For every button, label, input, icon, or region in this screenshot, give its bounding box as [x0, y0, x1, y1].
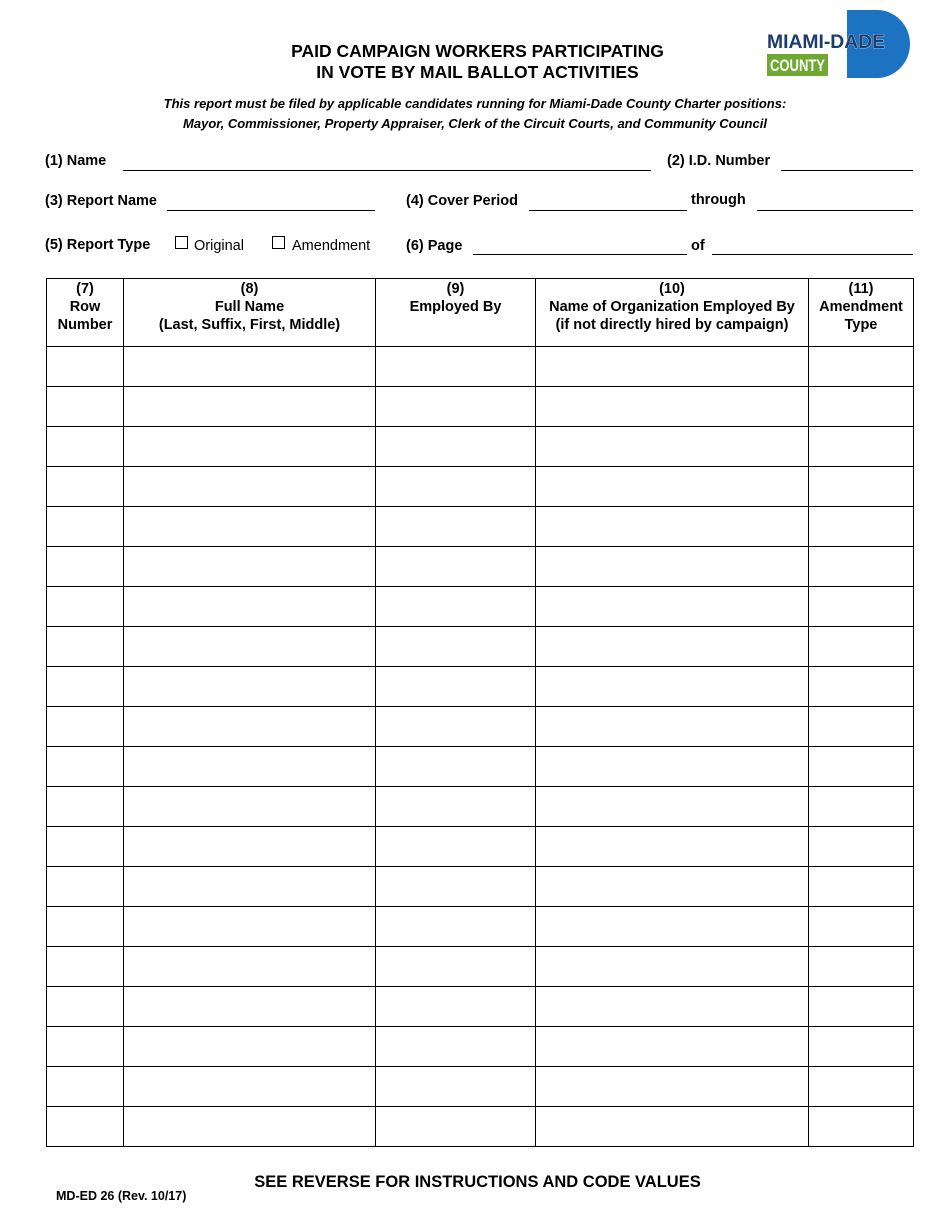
row-number-cell[interactable] — [47, 1067, 124, 1107]
through-label: through — [691, 192, 746, 208]
table-body — [47, 347, 914, 1147]
organization-cell[interactable] — [536, 907, 809, 947]
table-row — [47, 907, 914, 947]
id-number-label: (2) I.D. Number — [667, 153, 771, 169]
full-name-cell[interactable] — [124, 467, 376, 507]
table-row — [47, 627, 914, 667]
col-header-line1: Full Name — [214, 299, 285, 315]
row-number-cell[interactable] — [47, 987, 124, 1027]
row-number-cell[interactable] — [47, 827, 124, 867]
full-name-cell[interactable] — [124, 387, 376, 427]
amendment-type-cell[interactable] — [809, 787, 914, 827]
cover-period-to-field[interactable] — [757, 210, 913, 211]
report-name-field[interactable] — [167, 210, 375, 211]
amendment-type-cell[interactable] — [809, 587, 914, 627]
organization-cell[interactable] — [536, 827, 809, 867]
col-header-num: (8) — [240, 281, 259, 297]
employed-by-cell[interactable] — [376, 547, 536, 587]
logo-line2: COUNTY — [770, 57, 825, 75]
amendment-type-cell[interactable] — [809, 947, 914, 987]
organization-cell[interactable] — [536, 627, 809, 667]
report-name-label: (3) Report Name — [45, 193, 157, 209]
table-row — [47, 987, 914, 1027]
col-header-line2: (if not directly hired by campaign) — [555, 317, 789, 333]
amendment-type-cell[interactable] — [809, 427, 914, 467]
col-header-num: (10) — [659, 281, 685, 297]
of-label: of — [691, 238, 705, 254]
table-row — [47, 387, 914, 427]
row-number-cell[interactable] — [47, 347, 124, 387]
full-name-cell[interactable] — [124, 347, 376, 387]
employed-by-cell[interactable] — [376, 867, 536, 907]
employed-by-cell[interactable] — [376, 987, 536, 1027]
amendment-type-cell[interactable] — [809, 387, 914, 427]
col-header-line2: (Last, Suffix, First, Middle) — [158, 317, 341, 333]
full-name-cell[interactable] — [124, 787, 376, 827]
row-number-cell[interactable] — [47, 667, 124, 707]
table-row — [47, 347, 914, 387]
table-row — [47, 507, 914, 547]
amendment-type-cell[interactable] — [809, 467, 914, 507]
col-header-full-name — [124, 279, 376, 347]
col-header-line1: Employed By — [409, 299, 502, 315]
row-number-cell[interactable] — [47, 467, 124, 507]
organization-cell[interactable] — [536, 987, 809, 1027]
amendment-type-cell[interactable] — [809, 1107, 914, 1147]
original-checkbox[interactable] — [175, 236, 188, 249]
amendment-checkbox[interactable] — [272, 236, 285, 249]
employed-by-cell[interactable] — [376, 507, 536, 547]
employed-by-cell[interactable] — [376, 587, 536, 627]
table-row — [47, 707, 914, 747]
full-name-cell[interactable] — [124, 547, 376, 587]
miami-dade-county-logo — [765, 10, 910, 78]
organization-cell[interactable] — [536, 547, 809, 587]
amendment-type-cell[interactable] — [809, 507, 914, 547]
form-subtitle — [60, 94, 890, 134]
organization-cell[interactable] — [536, 787, 809, 827]
full-name-cell[interactable] — [124, 907, 376, 947]
employed-by-cell[interactable] — [376, 1027, 536, 1067]
amendment-type-cell[interactable] — [809, 747, 914, 787]
employed-by-cell[interactable] — [376, 907, 536, 947]
col-header-num: (7) — [76, 281, 94, 297]
full-name-cell[interactable] — [124, 867, 376, 907]
employed-by-cell[interactable] — [376, 787, 536, 827]
table-header-row — [47, 279, 914, 347]
name-field[interactable] — [123, 170, 651, 171]
organization-cell[interactable] — [536, 947, 809, 987]
row-number-cell[interactable] — [47, 507, 124, 547]
full-name-cell[interactable] — [124, 1027, 376, 1067]
row-number-cell[interactable] — [47, 547, 124, 587]
page-total-field[interactable] — [712, 254, 913, 255]
amendment-type-cell[interactable] — [809, 347, 914, 387]
full-name-cell[interactable] — [124, 827, 376, 867]
form-title-line1: PAID CAMPAIGN WORKERS PARTICIPATING — [291, 41, 664, 61]
col-header-line1: Name of Organization Employed By — [549, 299, 795, 315]
col-header-line1: Amendment — [819, 299, 903, 315]
report-type-label: (5) Report Type — [45, 237, 151, 253]
table-row — [47, 787, 914, 827]
id-number-field[interactable] — [781, 170, 913, 171]
full-name-cell[interactable] — [124, 507, 376, 547]
workers-table — [46, 278, 914, 1147]
employed-by-cell[interactable] — [376, 747, 536, 787]
table-row — [47, 947, 914, 987]
employed-by-cell[interactable] — [376, 467, 536, 507]
organization-cell[interactable] — [536, 1027, 809, 1067]
table-row — [47, 1067, 914, 1107]
full-name-cell[interactable] — [124, 947, 376, 987]
page-label: (6) Page — [406, 238, 463, 254]
row-number-cell[interactable] — [47, 867, 124, 907]
table-row — [47, 587, 914, 627]
amendment-type-cell[interactable] — [809, 1027, 914, 1067]
organization-cell[interactable] — [536, 587, 809, 627]
form-number: MD-ED 26 (Rev. 10/17) — [56, 1189, 187, 1203]
employed-by-cell[interactable] — [376, 947, 536, 987]
row-number-cell[interactable] — [47, 1107, 124, 1147]
employed-by-cell[interactable] — [376, 347, 536, 387]
full-name-cell[interactable] — [124, 987, 376, 1027]
full-name-cell[interactable] — [124, 1067, 376, 1107]
col-header-num: (9) — [446, 281, 465, 297]
original-option-label: Original — [194, 238, 244, 254]
row-number-cell[interactable] — [47, 387, 124, 427]
col-header-line2: Type — [844, 317, 878, 333]
employed-by-cell[interactable] — [376, 627, 536, 667]
subtitle-line1: This report must be filed by applicable candidates running for Miami-Dade County Charter positions: — [163, 96, 787, 111]
instructions-note: SEE REVERSE FOR INSTRUCTIONS AND CODE VALUES — [254, 1173, 701, 1191]
full-name-cell[interactable] — [124, 667, 376, 707]
organization-cell[interactable] — [536, 467, 809, 507]
table-row — [47, 827, 914, 867]
full-name-cell[interactable] — [124, 627, 376, 667]
table-row — [47, 467, 914, 507]
amendment-type-cell[interactable] — [809, 707, 914, 747]
organization-cell[interactable] — [536, 347, 809, 387]
employed-by-cell[interactable] — [376, 387, 536, 427]
row-number-cell[interactable] — [47, 627, 124, 667]
amendment-type-cell[interactable] — [809, 1067, 914, 1107]
organization-cell[interactable] — [536, 707, 809, 747]
full-name-cell[interactable] — [124, 427, 376, 467]
full-name-cell[interactable] — [124, 587, 376, 627]
amendment-type-cell[interactable] — [809, 987, 914, 1027]
table-row — [47, 1107, 914, 1147]
row-number-cell[interactable] — [47, 747, 124, 787]
row-number-cell[interactable] — [47, 427, 124, 467]
row-number-cell[interactable] — [47, 707, 124, 747]
col-header-num: (11) — [848, 281, 874, 297]
form-title-line2: IN VOTE BY MAIL BALLOT ACTIVITIES — [316, 62, 639, 82]
col-header-line1: Row — [69, 299, 101, 315]
organization-cell[interactable] — [536, 427, 809, 467]
amendment-type-cell[interactable] — [809, 547, 914, 587]
logo-line1: MIAMI-DADE — [767, 31, 885, 53]
employed-by-cell[interactable] — [376, 667, 536, 707]
table-row — [47, 667, 914, 707]
amendment-type-cell[interactable] — [809, 627, 914, 667]
employed-by-cell[interactable] — [376, 707, 536, 747]
row-number-cell[interactable] — [47, 587, 124, 627]
organization-cell[interactable] — [536, 867, 809, 907]
form-title — [200, 41, 755, 83]
row-number-cell[interactable] — [47, 1027, 124, 1067]
amendment-type-cell[interactable] — [809, 827, 914, 867]
table-row — [47, 1027, 914, 1067]
organization-cell[interactable] — [536, 1107, 809, 1147]
col-header-employed-by — [376, 279, 536, 347]
amendment-type-cell[interactable] — [809, 867, 914, 907]
subtitle-line2: Mayor, Commissioner, Property Appraiser, Clerk of the Circuit Courts, and Community Council — [183, 116, 767, 131]
cover-period-label: (4) Cover Period — [406, 193, 518, 209]
employed-by-cell[interactable] — [376, 1067, 536, 1107]
employed-by-cell[interactable] — [376, 827, 536, 867]
page-number-field[interactable] — [473, 254, 687, 255]
col-header-row-number — [47, 279, 124, 347]
col-header-amendment-type — [809, 279, 914, 347]
row-number-cell[interactable] — [47, 947, 124, 987]
organization-cell[interactable] — [536, 1067, 809, 1107]
amendment-type-cell[interactable] — [809, 907, 914, 947]
table-row — [47, 747, 914, 787]
organization-cell[interactable] — [536, 667, 809, 707]
table-row — [47, 867, 914, 907]
amendment-type-cell[interactable] — [809, 667, 914, 707]
col-header-organization — [536, 279, 809, 347]
organization-cell[interactable] — [536, 507, 809, 547]
table-row — [47, 427, 914, 467]
table-row — [47, 547, 914, 587]
organization-cell[interactable] — [536, 387, 809, 427]
cover-period-from-field[interactable] — [529, 210, 687, 211]
organization-cell[interactable] — [536, 747, 809, 787]
employed-by-cell[interactable] — [376, 1107, 536, 1147]
row-number-cell[interactable] — [47, 787, 124, 827]
row-number-cell[interactable] — [47, 907, 124, 947]
full-name-cell[interactable] — [124, 1107, 376, 1147]
col-header-line2: Number — [57, 317, 113, 333]
employed-by-cell[interactable] — [376, 427, 536, 467]
full-name-cell[interactable] — [124, 707, 376, 747]
amendment-option-label: Amendment — [292, 238, 371, 254]
name-label: (1) Name — [45, 153, 107, 169]
full-name-cell[interactable] — [124, 747, 376, 787]
